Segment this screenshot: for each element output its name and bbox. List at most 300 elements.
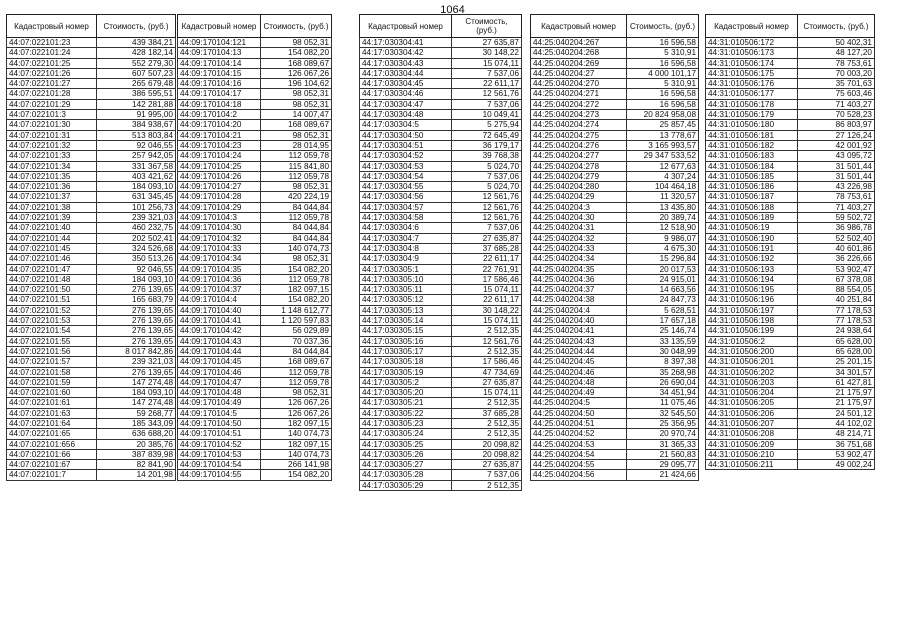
cost-value: 16 596,58	[627, 89, 699, 99]
table-row	[706, 367, 875, 377]
cadastral-number: 44:25:040204:272	[531, 99, 627, 109]
table-row	[706, 388, 875, 398]
cadastral-number: 44:25:040204:56	[531, 470, 627, 480]
cadastral-number: 44:31:010506:180	[706, 120, 798, 130]
table-row	[178, 388, 332, 398]
cost-value: 49 002,24	[798, 460, 875, 470]
table-row	[7, 336, 176, 346]
cadastral-number: 44:17:030304:6	[360, 223, 452, 233]
table-row	[706, 336, 875, 346]
table-row	[360, 89, 522, 99]
cost-value: 16 596,58	[627, 38, 699, 48]
cadastral-number: 44:09:170104:54	[178, 460, 261, 470]
table-row	[706, 182, 875, 192]
table-row	[178, 274, 332, 284]
cadastral-number: 44:09:170104:5	[178, 408, 261, 418]
cost-value: 29 347 533,52	[627, 151, 699, 161]
cadastral-number: 44:09:170104:52	[178, 439, 261, 449]
col-header-cost: Стоимость, (руб.)	[452, 15, 522, 38]
table-row	[178, 470, 332, 480]
table-row	[706, 68, 875, 78]
cadastral-number: 44:17:030305:10	[360, 274, 452, 284]
cost-value: 21 175,97	[798, 388, 875, 398]
cadastral-number: 44:09:170104:37	[178, 285, 261, 295]
cost-value: 5 310,91	[627, 79, 699, 89]
cadastral-number: 44:17:030304:9	[360, 254, 452, 264]
cost-value: 184 093,10	[97, 274, 176, 284]
cadastral-number: 44:07:022101:59	[7, 377, 97, 387]
table-row	[178, 460, 332, 470]
cadastral-number: 44:09:170104:47	[178, 377, 261, 387]
cadastral-number: 44:25:040204:273	[531, 110, 627, 120]
table-row	[178, 398, 332, 408]
table-row	[178, 130, 332, 140]
cost-value: 20 098,82	[452, 439, 522, 449]
cadastral-number: 44:31:010506:211	[706, 460, 798, 470]
cost-value: 17 586,46	[452, 274, 522, 284]
cost-value: 27 635,87	[452, 377, 522, 387]
cadastral-number: 44:17:030305:1	[360, 264, 452, 274]
cost-value: 276 139,65	[97, 316, 176, 326]
cost-value: 384 938,67	[97, 120, 176, 130]
cost-value: 2 512,35	[452, 480, 522, 490]
cost-value: 168 089,67	[261, 357, 332, 367]
cost-value: 56 029,89	[261, 326, 332, 336]
table-row	[531, 140, 699, 150]
cadastral-number: 44:07:022101:34	[7, 161, 97, 171]
cadastral-number: 44:25:040204:55	[531, 460, 627, 470]
table-row	[531, 357, 699, 367]
col-header-cadastral: Кадастровый номер	[360, 15, 452, 38]
cost-value: 37 685,28	[452, 408, 522, 418]
cost-value: 22 761,91	[452, 264, 522, 274]
table-row	[178, 367, 332, 377]
cadastral-number: 44:07:022101:656	[7, 439, 97, 449]
cadastral-number: 44:09:170104:40	[178, 305, 261, 315]
cost-value: 78 753,61	[798, 192, 875, 202]
cadastral-number: 44:17:030304:8	[360, 243, 452, 253]
cadastral-number: 44:25:040204:278	[531, 161, 627, 171]
cadastral-number: 44:17:030304:54	[360, 171, 452, 181]
cost-value: 15 074,11	[452, 285, 522, 295]
cadastral-number: 44:17:030304:44	[360, 68, 452, 78]
cost-value: 147 274,48	[97, 398, 176, 408]
cadastral-number: 44:31:010506:178	[706, 99, 798, 109]
table-row	[7, 274, 176, 284]
cost-value: 17 586,46	[452, 357, 522, 367]
cadastral-number: 44:25:040204:53	[531, 439, 627, 449]
table-row	[706, 316, 875, 326]
cost-value: 22 611,17	[452, 79, 522, 89]
table-row	[706, 38, 875, 48]
table-row	[531, 171, 699, 181]
cadastral-number: 44:25:040204:3	[531, 202, 627, 212]
cadastral-number: 44:31:010506:204	[706, 388, 798, 398]
table-row	[360, 48, 522, 58]
table-row	[178, 202, 332, 212]
table-row	[706, 243, 875, 253]
cadastral-number: 44:07:022101:57	[7, 357, 97, 367]
cost-value: 4 000 101,17	[627, 68, 699, 78]
cost-value: 20 824 958,08	[627, 110, 699, 120]
cadastral-number: 44:17:030305:24	[360, 429, 452, 439]
cost-value: 4 675,30	[627, 243, 699, 253]
table-row	[531, 58, 699, 68]
cadastral-table-5	[705, 14, 875, 470]
cadastral-number: 44:25:040204:51	[531, 418, 627, 428]
table-row	[7, 110, 176, 120]
cost-value: 16 596,58	[627, 99, 699, 109]
table-row	[360, 243, 522, 253]
table-row	[7, 439, 176, 449]
cadastral-number: 44:31:010506:196	[706, 295, 798, 305]
table-row	[531, 110, 699, 120]
table-row	[531, 346, 699, 356]
table-row	[7, 48, 176, 58]
table-row	[706, 213, 875, 223]
cost-value: 552 279,30	[97, 58, 176, 68]
cadastral-number: 44:31:010506:173	[706, 48, 798, 58]
table-row	[178, 99, 332, 109]
cadastral-number: 44:07:022101:29	[7, 99, 97, 109]
cadastral-number: 44:07:022101:58	[7, 367, 97, 377]
cost-value: 168 089,67	[261, 58, 332, 68]
cadastral-number: 44:17:030304:5	[360, 120, 452, 130]
cadastral-number: 44:17:030304:51	[360, 140, 452, 150]
table-row	[360, 192, 522, 202]
table-row	[706, 357, 875, 367]
table-row	[7, 460, 176, 470]
table-row	[531, 48, 699, 58]
table-row	[531, 192, 699, 202]
cadastral-number: 44:25:040204:267	[531, 38, 627, 48]
cadastral-number: 44:07:022101:51	[7, 295, 97, 305]
table-row	[706, 377, 875, 387]
cost-value: 439 384,21	[97, 38, 176, 48]
cadastral-number: 44:09:170104:35	[178, 264, 261, 274]
cadastral-number: 44:17:030304:55	[360, 182, 452, 192]
table-row	[7, 223, 176, 233]
cadastral-number: 44:31:010506:2	[706, 336, 798, 346]
cost-value: 21 424,66	[627, 470, 699, 480]
table-row	[360, 285, 522, 295]
cost-value: 112 059,78	[261, 213, 332, 223]
table-row	[7, 99, 176, 109]
cost-value: 26 690,04	[627, 377, 699, 387]
table-row	[178, 89, 332, 99]
cost-value: 2 512,35	[452, 418, 522, 428]
cadastral-number: 44:17:030305:16	[360, 336, 452, 346]
cost-value: 112 059,78	[261, 367, 332, 377]
table-row	[178, 110, 332, 120]
col-header-cadastral: Кадастровый номер	[706, 15, 798, 38]
cadastral-number: 44:17:030305:14	[360, 316, 452, 326]
table-row	[178, 213, 332, 223]
table-row	[531, 202, 699, 212]
table-row	[7, 285, 176, 295]
table-row	[706, 223, 875, 233]
cadastral-number: 44:17:030304:41	[360, 38, 452, 48]
table-row	[178, 161, 332, 171]
table-row	[360, 140, 522, 150]
cost-value: 30 148,22	[452, 48, 522, 58]
cost-value: 31 501,44	[798, 161, 875, 171]
cost-value: 154 082,20	[261, 264, 332, 274]
table-row	[531, 274, 699, 284]
table-row	[7, 233, 176, 243]
cost-value: 2 512,35	[452, 346, 522, 356]
table-row	[360, 449, 522, 459]
cost-value: 1 120 597,83	[261, 316, 332, 326]
table-row	[7, 408, 176, 418]
table-row	[531, 439, 699, 449]
table-row	[531, 316, 699, 326]
cadastral-number: 44:07:022101:47	[7, 264, 97, 274]
cadastral-number: 44:09:170104:2	[178, 110, 261, 120]
cost-value: 34 451,94	[627, 388, 699, 398]
cadastral-number: 44:25:040204:48	[531, 377, 627, 387]
col-header-cadastral: Кадастровый номер	[7, 15, 97, 38]
table-row	[360, 470, 522, 480]
cadastral-number: 44:07:022101:33	[7, 151, 97, 161]
cadastral-number: 44:25:040204:270	[531, 79, 627, 89]
table-row	[531, 470, 699, 480]
table-row	[360, 346, 522, 356]
cadastral-number: 44:17:030304:57	[360, 202, 452, 212]
cadastral-number: 44:09:170104:48	[178, 388, 261, 398]
table-row	[360, 120, 522, 130]
table-row	[706, 285, 875, 295]
cadastral-number: 44:31:010506:195	[706, 285, 798, 295]
table-row	[178, 182, 332, 192]
cost-value: 184 093,10	[97, 182, 176, 192]
cadastral-number: 44:25:040204:280	[531, 182, 627, 192]
table-row	[531, 68, 699, 78]
cadastral-number: 44:25:040204:279	[531, 171, 627, 181]
cadastral-number: 44:07:022101:50	[7, 285, 97, 295]
cadastral-number: 44:09:170104:23	[178, 140, 261, 150]
cadastral-number: 44:09:170104:27	[178, 182, 261, 192]
table-row	[178, 357, 332, 367]
cadastral-number: 44:17:030304:50	[360, 130, 452, 140]
cadastral-number: 44:07:022101:60	[7, 388, 97, 398]
cadastral-number: 44:09:170104:50	[178, 418, 261, 428]
table-row	[7, 254, 176, 264]
cost-value: 27 635,87	[452, 38, 522, 48]
table-row	[706, 346, 875, 356]
cost-value: 24 938,64	[798, 326, 875, 336]
table-row	[360, 79, 522, 89]
cadastral-number: 44:07:022101:23	[7, 38, 97, 48]
cadastral-number: 44:09:170104:3	[178, 213, 261, 223]
cost-value: 9 986,07	[627, 233, 699, 243]
cost-value: 12 561,76	[452, 89, 522, 99]
table-row	[531, 295, 699, 305]
table-row	[7, 243, 176, 253]
cadastral-number: 44:07:022101:32	[7, 140, 97, 150]
cost-value: 36 226,66	[798, 254, 875, 264]
table-row	[360, 480, 522, 490]
cadastral-number: 44:07:022101:55	[7, 336, 97, 346]
cadastral-number: 44:25:040204:29	[531, 192, 627, 202]
cost-value: 11 320,57	[627, 192, 699, 202]
cost-value: 142 281,88	[97, 99, 176, 109]
table-row	[178, 449, 332, 459]
cadastral-number: 44:25:040204:275	[531, 130, 627, 140]
table-row	[360, 295, 522, 305]
cost-value: 91 995,00	[97, 110, 176, 120]
table-row	[360, 264, 522, 274]
cadastral-number: 44:25:040204:49	[531, 388, 627, 398]
cadastral-number: 44:07:022101:35	[7, 171, 97, 181]
cost-value: 86 803,97	[798, 120, 875, 130]
cadastral-number: 44:31:010506:176	[706, 79, 798, 89]
cost-value: 2 512,35	[452, 398, 522, 408]
cost-value: 331 367,58	[97, 161, 176, 171]
cadastral-number: 44:31:010506:208	[706, 429, 798, 439]
cost-value: 13 778,67	[627, 130, 699, 140]
table-row	[7, 182, 176, 192]
cost-value: 350 513,26	[97, 254, 176, 264]
cadastral-number: 44:25:040204:37	[531, 285, 627, 295]
table-row	[360, 367, 522, 377]
table-row	[7, 470, 176, 480]
cost-value: 30 048,99	[627, 346, 699, 356]
table-row	[706, 326, 875, 336]
cost-value: 24 847,73	[627, 295, 699, 305]
cost-value: 21 175,97	[798, 398, 875, 408]
cadastral-number: 44:31:010506:175	[706, 68, 798, 78]
cost-value: 59 502,72	[798, 213, 875, 223]
cost-value: 112 059,78	[261, 171, 332, 181]
table-row	[531, 429, 699, 439]
table-row	[360, 357, 522, 367]
cadastral-number: 44:31:010506:181	[706, 130, 798, 140]
table-row	[531, 254, 699, 264]
cadastral-number: 44:17:030304:53	[360, 161, 452, 171]
cadastral-number: 44:31:010506:201	[706, 357, 798, 367]
table-row	[531, 367, 699, 377]
cadastral-number: 44:31:010506:187	[706, 192, 798, 202]
cost-value: 276 139,65	[97, 367, 176, 377]
cadastral-number: 44:07:022101:44	[7, 233, 97, 243]
cost-value: 8 397,38	[627, 357, 699, 367]
cadastral-number: 44:31:010506:184	[706, 161, 798, 171]
table-row	[360, 233, 522, 243]
table-row	[360, 213, 522, 223]
cost-value: 48 214,71	[798, 429, 875, 439]
cost-value: 5 024,70	[452, 161, 522, 171]
table-row	[360, 99, 522, 109]
cost-value: 39 768,38	[452, 151, 522, 161]
cost-value: 420 224,19	[261, 192, 332, 202]
cost-value: 92 046,55	[97, 264, 176, 274]
table-row	[7, 388, 176, 398]
table-row	[531, 408, 699, 418]
cost-value: 154 082,20	[261, 470, 332, 480]
cadastral-number: 44:31:010506:198	[706, 316, 798, 326]
cost-value: 8 017 842,86	[97, 346, 176, 356]
table-row	[531, 99, 699, 109]
cadastral-number: 44:31:010506:197	[706, 305, 798, 315]
cost-value: 31 501,44	[798, 171, 875, 181]
cadastral-number: 44:25:040204:268	[531, 48, 627, 58]
cost-value: 4 307,24	[627, 171, 699, 181]
table-row	[531, 243, 699, 253]
table-row	[360, 254, 522, 264]
cadastral-number: 44:09:170104:42	[178, 326, 261, 336]
cadastral-number: 44:09:170104:44	[178, 346, 261, 356]
cadastral-number: 44:31:010506:172	[706, 38, 798, 48]
cost-value: 98 052,31	[261, 182, 332, 192]
cadastral-number: 44:17:030305:25	[360, 439, 452, 449]
table-row	[7, 316, 176, 326]
table-row	[531, 388, 699, 398]
table-row	[706, 398, 875, 408]
cadastral-number: 44:31:010506:177	[706, 89, 798, 99]
cost-value: 98 052,31	[261, 89, 332, 99]
cost-value: 14 201,98	[97, 470, 176, 480]
cost-value: 182 097,15	[261, 418, 332, 428]
table-row	[178, 38, 332, 48]
cost-value: 20 389,74	[627, 213, 699, 223]
cadastral-number: 44:17:030305:12	[360, 295, 452, 305]
cost-value: 112 059,78	[261, 151, 332, 161]
cost-value: 15 074,11	[452, 58, 522, 68]
table-row	[360, 439, 522, 449]
cost-value: 168 089,67	[261, 120, 332, 130]
cadastral-number: 44:07:022101:45	[7, 243, 97, 253]
cost-value: 20 385,76	[97, 439, 176, 449]
cadastral-number: 44:07:022101:26	[7, 68, 97, 78]
cost-value: 27 126,24	[798, 130, 875, 140]
col-header-cadastral: Кадастровый номер	[531, 15, 627, 38]
cadastral-number: 44:09:170104:28	[178, 192, 261, 202]
cadastral-table-1	[6, 14, 176, 481]
table-row	[360, 429, 522, 439]
cost-value: 12 561,76	[452, 202, 522, 212]
table-row	[706, 295, 875, 305]
cost-value: 12 561,76	[452, 213, 522, 223]
table-row	[531, 233, 699, 243]
cadastral-number: 44:17:030304:7	[360, 233, 452, 243]
cadastral-number: 44:07:022101:39	[7, 213, 97, 223]
cadastral-number: 44:31:010506:174	[706, 58, 798, 68]
cost-value: 20 970,74	[627, 429, 699, 439]
table-row	[7, 120, 176, 130]
cost-value: 24 501,12	[798, 408, 875, 418]
cadastral-number: 44:25:040204:35	[531, 264, 627, 274]
table-row	[531, 120, 699, 130]
cost-value: 25 857,45	[627, 120, 699, 130]
cadastral-number: 44:17:030304:56	[360, 192, 452, 202]
cost-value: 257 942,05	[97, 151, 176, 161]
table-row	[178, 346, 332, 356]
table-row	[360, 58, 522, 68]
table-row	[7, 418, 176, 428]
cost-value: 98 052,31	[261, 254, 332, 264]
cost-value: 7 537,06	[452, 223, 522, 233]
cadastral-table-3	[359, 14, 522, 491]
table-row	[531, 285, 699, 295]
cadastral-number: 44:17:030305:2	[360, 377, 452, 387]
table-row	[531, 151, 699, 161]
table-row	[531, 38, 699, 48]
cost-value: 98 052,31	[261, 130, 332, 140]
cost-value: 403 421,62	[97, 171, 176, 181]
table-row	[360, 151, 522, 161]
cost-value: 276 139,65	[97, 336, 176, 346]
